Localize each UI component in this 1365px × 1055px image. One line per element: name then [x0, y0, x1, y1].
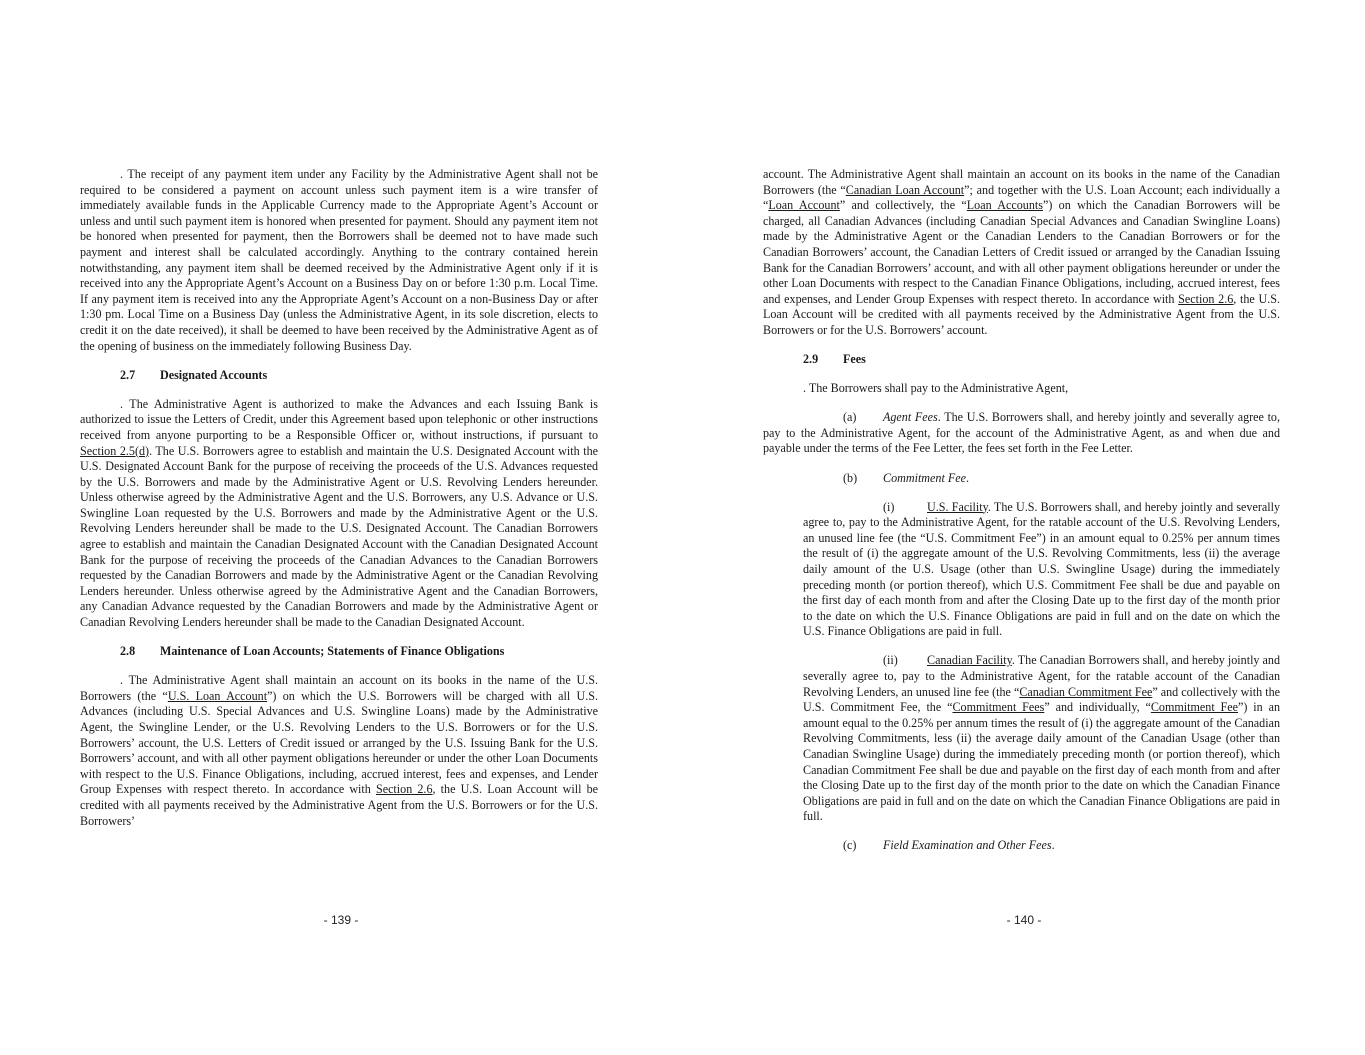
- canadian-facility-paragraph: (ii) Canadian Facility. The Canadian Borrowers shall, and hereby jointly and severally agree to, pay to the Administrative Agent, for the ratable account of the Canadian Revolving Lenders, an unused line fee (the “Canadian Commitment Fee” and collectively with the U.S. Commitment Fee, the “Commitment Fees” and individually, “Commitment Fee”) in an amount equal to the 0.25% per annum times the result of (i) the aggregate amount of the Canadian Revolving Commitments, less (ii) the average daily amount of the Canadian Usage (other than Canadian Swingline Usage) during the immediately preceding month (or portion thereof), which Canadian Commitment Fee shall be due and payable on the first day of each month from and after the Closing Date up to the first day of the month prior to the date on which the Canadian Finance Obligations are paid in full and on the date on which the Canadian Finance Obligations are paid in full.: [803, 653, 1280, 824]
- section-2-5d-reference: Section 2.5(d): [80, 443, 150, 458]
- section-2-6-reference: Section 2.6: [375, 782, 433, 797]
- commitment-fee-heading: (b) Commitment Fee.: [843, 470, 969, 485]
- us-loan-account-term: U.S. Loan Account: [167, 688, 268, 703]
- agent-fees-title: Agent Fees: [883, 410, 938, 425]
- right-page: [683, 0, 1365, 1055]
- canadian-facility-title: Canadian Facility: [927, 653, 1012, 668]
- section-2-8-heading: 2.8 Maintenance of Loan Accounts; Statements of Finance Obligations: [120, 644, 505, 659]
- loan-account-term: Loan Account: [768, 198, 840, 213]
- section-2-7-heading: 2.7 Designated Accounts: [120, 367, 268, 382]
- loan-accounts-paragraph: . The Administrative Agent shall maintain an account on its books in the name of the U.S. Borrowers (the “U.S. Loan Account”) on which the U.S. Borrowers will be charged with all U.S. Advances (including U.S. Special Advances and U.S. Swingline Loans) made by the Administrative Agent, the Swingline Lender, or the U.S. Revolving Lenders to the U.S. Borrowers or for the U.S. Borrowers’ account, the U.S. Letters of Credit issued or arranged by the U.S. Issuing Bank for the U.S. Borrowers’ account, and with all other payment obligations hereunder or under the other Loan Documents with respect to the U.S. Finance Obligations, including, accrued interest, fees and expenses, and Lender Group Expenses with respect thereto. In accordance with Section 2.6, the U.S. Loan Account will be credited with all payments received by the Administrative Agent from the U.S. Borrowers or for the U.S. Borrowers’: [80, 673, 599, 828]
- commitment-fee-term: Commitment Fee: [1150, 700, 1239, 715]
- fees-intro-paragraph: . The Borrowers shall pay to the Administrative Agent,: [803, 381, 1069, 396]
- us-facility-paragraph: (i) U.S. Facility. The U.S. Borrowers shall, and hereby jointly and severally agree to, pay to the Administrative Agent, for the ratable account of the U.S. Revolving Lenders, an unused line fee (the “U.S. Commitment Fee”) in an amount equal to 0.25% per annum times the result of (i) the aggregate amount of the U.S. Revolving Commitments, less (ii) the average daily amount of the U.S. Usage (other than U.S. Swingline Usage) during the immediately preceding month (or portion thereof), which U.S. Commitment Fee shall be due and payable on the first day of each month from and after the Closing Date up to the first day of the month prior to the date on which the U.S. Finance Obligations are paid in full and on the date on which the U.S. Finance Obligations are paid in full.: [803, 499, 1280, 639]
- canadian-loan-account-paragraph: account. The Administrative Agent shall maintain an account on its books in the name of the Canadian Borrowers (the “Canadian Loan Account”; and together with the U.S. Loan Account; each individually a “Loan Account” and collectively, the “Loan Accounts”) on which the Canadian Borrowers will be charged, all Canadian Advances (including Canadian Special Advances and Canadian Swingline Loans) made by the Administrative Agent or the Canadian Lenders to the Canadian Borrowers or for the Canadian Borrowers’ account, the Canadian Letters of Credit issued or arranged by the Canadian Issuing Bank for the Canadian Borrowers’ account, and with all other payment obligations hereunder or under the other Loan Documents with respect to the Canadian Finance Obligations, including, accrued interest, fees and expenses, and Lender Group Expenses with respect thereto. In accordance with Section 2.6, the U.S. Loan Account will be credited with all payments received by the Administrative Agent from the U.S. Borrowers or for the U.S. Borrowers’ account.: [763, 167, 1280, 337]
- commitment-fees-term: Commitment Fees: [952, 700, 1045, 715]
- page-number-140: - 140 -: [1006, 913, 1042, 927]
- right-page-body: [763, 167, 1280, 854]
- canadian-commitment-fee-term: Canadian Commitment Fee: [1019, 684, 1153, 699]
- left-page-body: [80, 167, 598, 843]
- agent-fees-paragraph: (a) Agent Fees. The U.S. Borrowers shall, and hereby jointly and severally agree to, pay to the Administrative Agent, for the account of the Administrative Agent, as and when due and payable under the terms of the Fee Letter, the fees set forth in the Fee Letter.: [763, 410, 1281, 456]
- payment-receipt-paragraph: . The receipt of any payment item under any Facility by the Administrative Agent shall not be required to be considered a payment on account unless such payment item is a wire transfer of immediately available funds in the Applicable Currency made to the Appropriate Agent’s Account or unless and until such payment item is honored when presented for payment. Should any payment item not be honored when presented for payment, then the Borrowers shall be deemed not to have made such payment and interest shall be calculated accordingly. Anything to the contrary contained herein notwithstanding, any payment item shall be deemed received by the Administrative Agent only if it is received into any the Appropriate Agent’s Account on a Business Day on or before 1:30 p.m. Local Time. If any payment item is received into any the Appropriate Agent’s Account on a non-Business Day or after 1:30 pm. Local Time on a Business Day (unless the Administrative Agent, in its sole discretion, elects to credit it on the date received), it shall be deemed to have been received by the Administrative Agent as of the opening of business on the immediately following Business Day.: [80, 167, 598, 353]
- us-facility-title: U.S. Facility: [927, 499, 988, 514]
- canadian-loan-account-term: Canadian Loan Account: [845, 182, 965, 197]
- us-facility-block: [803, 500, 1280, 640]
- field-examination-heading: (c) Field Examination and Other Fees.: [843, 838, 1055, 853]
- section-2-9-heading: 2.9 Fees: [803, 352, 866, 367]
- section-2-6-reference: Section 2.6: [1178, 291, 1234, 306]
- left-page: [0, 0, 682, 1055]
- canadian-facility-block: [803, 653, 1280, 825]
- loan-accounts-term: Loan Accounts: [966, 198, 1043, 213]
- designated-accounts-paragraph: . The Administrative Agent is authorized to make the Advances and each Issuing Bank is authorized to issue the Letters of Credit, under this Agreement based upon telephonic or other instructions received from anyone purporting to be a Responsible Officer or, without instructions, if pursuant to Section 2.5(d). The U.S. Borrowers agree to establish and maintain the U.S. Designated Account with the U.S. Designated Account Bank for the purpose of receiving the proceeds of the U.S. Advances requested by the U.S. Borrowers and made by the Administrative Agent or U.S. Revolving Lenders hereunder. Unless otherwise agreed by the Administrative Agent and the U.S. Borrowers, any U.S. Advance or U.S. Swingline Loan requested by the U.S. Borrowers and made by the Administrative Agent or the U.S. Revolving Lenders hereunder shall be made to the U.S. Designated Account. The Canadian Borrowers agree to establish and maintain the Canadian Designated Account with the Canadian Designated Account Bank for the purpose of receiving the proceeds of the Canadian Advances to the Canadian Borrowers requested by the Canadian Borrowers and made by the Administrative Agent or the Canadian Revolving Lenders hereunder. Unless otherwise agreed by the Administrative Agent and the Canadian Borrowers, any Canadian Advance requested by the Canadian Borrowers and made by the Administrative Agent or Canadian Revolving Lenders hereunder shall be made to the Canadian Designated Account.: [80, 396, 598, 630]
- page-number-139: - 139 -: [323, 913, 359, 927]
